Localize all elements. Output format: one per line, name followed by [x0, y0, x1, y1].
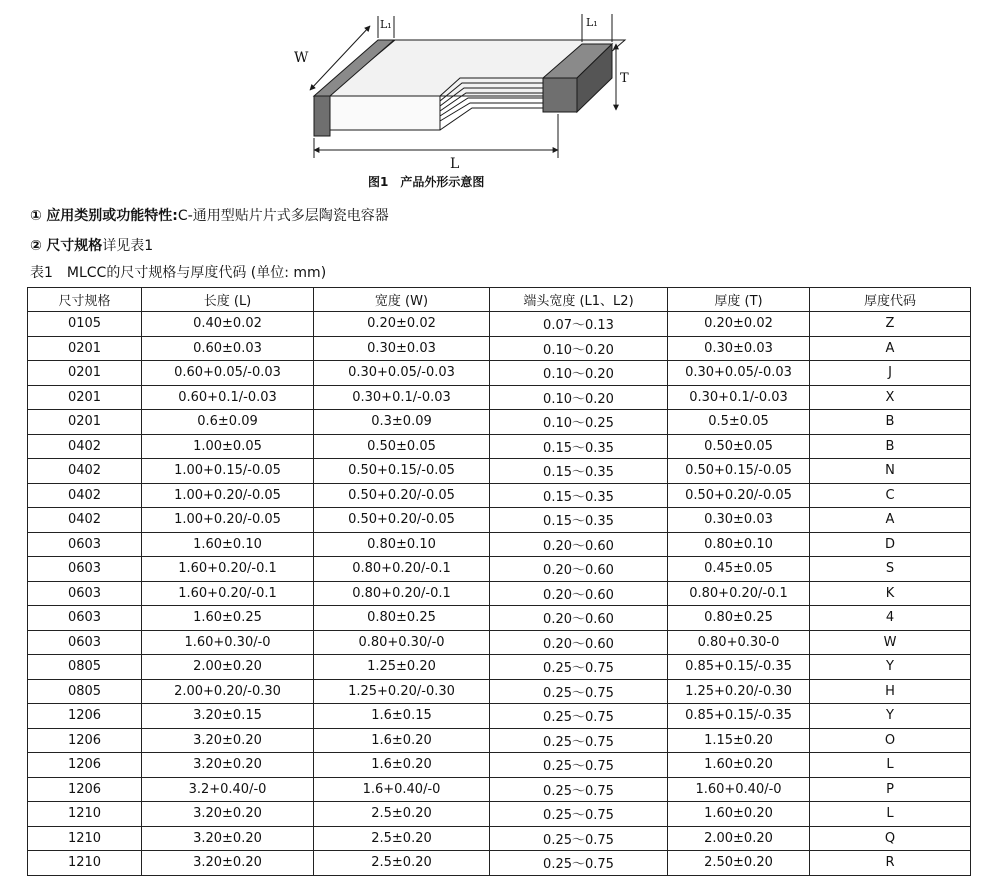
table-row [28, 312, 971, 337]
cell-thickness-code: L [810, 753, 971, 778]
table-row [28, 483, 971, 508]
header-thickness: 厚度 (T) [668, 288, 810, 312]
table-row [28, 704, 971, 729]
cell-terminal-width: 0.25～0.75 [490, 777, 668, 802]
cell-terminal-width: 0.25～0.75 [490, 802, 668, 827]
cell-size-code: 0105 [28, 312, 142, 337]
table-row [28, 385, 971, 410]
cell-thickness-code: A [810, 508, 971, 533]
cell-thickness: 1.15±0.20 [668, 728, 810, 753]
figure-caption: 图1 产品外形示意图 [368, 175, 485, 189]
cell-thickness: 0.80±0.25 [668, 606, 810, 631]
cell-length: 2.00±0.20 [142, 655, 314, 680]
cell-length: 2.00+0.20/-0.30 [142, 679, 314, 704]
cell-length: 0.40±0.02 [142, 312, 314, 337]
table-row [28, 630, 971, 655]
item1-label: 应用类别或功能特性: [46, 208, 178, 224]
cell-terminal-width: 0.15～0.35 [490, 483, 668, 508]
cell-length: 0.6±0.09 [142, 410, 314, 435]
table-row [28, 606, 971, 631]
table-row [28, 410, 971, 435]
cell-length: 3.20±0.20 [142, 728, 314, 753]
cell-width: 1.6±0.20 [314, 728, 490, 753]
cell-terminal-width: 0.25～0.75 [490, 826, 668, 851]
cell-length: 3.20±0.20 [142, 802, 314, 827]
cell-size-code: 0402 [28, 483, 142, 508]
cell-thickness-code: B [810, 410, 971, 435]
header-size-code: 尺寸规格 [28, 288, 142, 312]
cell-terminal-width: 0.25～0.75 [490, 679, 668, 704]
cell-thickness-code: C [810, 483, 971, 508]
cell-thickness: 0.80+0.30-0 [668, 630, 810, 655]
cell-thickness-code: K [810, 581, 971, 606]
cell-width: 0.20±0.02 [314, 312, 490, 337]
cell-width: 0.50+0.20/-0.05 [314, 483, 490, 508]
cell-size-code: 1206 [28, 753, 142, 778]
cell-thickness: 0.30+0.1/-0.03 [668, 385, 810, 410]
table-row [28, 361, 971, 386]
cell-width: 0.50+0.15/-0.05 [314, 459, 490, 484]
cell-width: 0.30+0.1/-0.03 [314, 385, 490, 410]
cell-size-code: 0402 [28, 434, 142, 459]
size-spec-line [30, 235, 153, 255]
cell-thickness-code: Y [810, 704, 971, 729]
table-row [28, 777, 971, 802]
cell-thickness: 0.30±0.03 [668, 336, 810, 361]
cell-size-code: 1206 [28, 728, 142, 753]
cell-thickness-code: D [810, 532, 971, 557]
cell-width: 1.25+0.20/-0.30 [314, 679, 490, 704]
table-row [28, 459, 971, 484]
cell-thickness-code: X [810, 385, 971, 410]
right-terminal-front [543, 78, 577, 112]
label-L: L [450, 156, 460, 172]
cell-size-code: 0603 [28, 606, 142, 631]
table-row [28, 851, 971, 876]
cell-thickness: 0.80±0.10 [668, 532, 810, 557]
table-row [28, 753, 971, 778]
cell-terminal-width: 0.15～0.35 [490, 434, 668, 459]
cell-size-code: 0603 [28, 630, 142, 655]
cell-thickness-code: J [810, 361, 971, 386]
cell-terminal-width: 0.20～0.60 [490, 532, 668, 557]
cell-terminal-width: 0.07～0.13 [490, 312, 668, 337]
label-T: T [620, 71, 629, 86]
mlcc-diagram [290, 8, 650, 198]
table-row [28, 557, 971, 582]
cell-length: 1.00+0.15/-0.05 [142, 459, 314, 484]
cell-terminal-width: 0.25～0.75 [490, 655, 668, 680]
table-row [28, 655, 971, 680]
table-row [28, 802, 971, 827]
cell-length: 0.60+0.05/-0.03 [142, 361, 314, 386]
cell-thickness: 0.20±0.02 [668, 312, 810, 337]
cell-length: 3.20±0.20 [142, 851, 314, 876]
item2-label: 尺寸规格 [46, 238, 103, 254]
item1-text: C-通用型贴片片式多层陶瓷电容器 [177, 208, 389, 224]
cell-thickness-code: A [810, 336, 971, 361]
cell-length: 1.00+0.20/-0.05 [142, 508, 314, 533]
cell-thickness-code: H [810, 679, 971, 704]
cell-length: 1.60+0.20/-0.1 [142, 557, 314, 582]
label-L1-right: L₁ [586, 16, 598, 29]
cell-length: 1.60±0.25 [142, 606, 314, 631]
cell-thickness-code: B [810, 434, 971, 459]
table-row [28, 728, 971, 753]
cell-thickness-code: L [810, 802, 971, 827]
cell-thickness: 1.60±0.20 [668, 802, 810, 827]
cell-terminal-width: 0.20～0.60 [490, 581, 668, 606]
cell-width: 2.5±0.20 [314, 851, 490, 876]
cell-length: 3.20±0.20 [142, 753, 314, 778]
cell-thickness: 1.60+0.40/-0 [668, 777, 810, 802]
cell-thickness: 0.85+0.15/-0.35 [668, 704, 810, 729]
cell-thickness-code: Y [810, 655, 971, 680]
cell-size-code: 0603 [28, 557, 142, 582]
cell-width: 0.30±0.03 [314, 336, 490, 361]
table-row [28, 532, 971, 557]
cell-thickness: 2.50±0.20 [668, 851, 810, 876]
cell-terminal-width: 0.15～0.35 [490, 508, 668, 533]
table-caption: 表1 MLCC的尺寸规格与厚度代码 (单位: mm) [30, 265, 327, 281]
cell-size-code: 0402 [28, 459, 142, 484]
cell-size-code: 0805 [28, 655, 142, 680]
cell-length: 3.20±0.15 [142, 704, 314, 729]
table-row [28, 581, 971, 606]
item1-marker: ① [30, 208, 42, 224]
cell-thickness-code: P [810, 777, 971, 802]
cell-thickness-code: O [810, 728, 971, 753]
chip-front-face [328, 96, 440, 130]
cell-width: 1.25±0.20 [314, 655, 490, 680]
cell-size-code: 1210 [28, 802, 142, 827]
cell-thickness: 0.5±0.05 [668, 410, 810, 435]
cell-thickness-code: R [810, 851, 971, 876]
mlcc-size-table [27, 287, 971, 876]
product-outline-figure [290, 8, 650, 198]
cell-thickness-code: Q [810, 826, 971, 851]
cell-size-code: 1206 [28, 704, 142, 729]
cell-size-code: 0402 [28, 508, 142, 533]
cell-terminal-width: 0.10～0.25 [490, 410, 668, 435]
table-body [28, 312, 971, 876]
cell-thickness: 0.85+0.15/-0.35 [668, 655, 810, 680]
header-terminal-width: 端头宽度 (L1、L2) [490, 288, 668, 312]
cell-size-code: 0603 [28, 532, 142, 557]
table-row [28, 508, 971, 533]
cell-thickness: 0.45±0.05 [668, 557, 810, 582]
cell-width: 0.80±0.25 [314, 606, 490, 631]
cell-thickness: 1.25+0.20/-0.30 [668, 679, 810, 704]
cell-length: 0.60±0.03 [142, 336, 314, 361]
item2-marker: ② [30, 238, 42, 254]
cell-width: 0.80±0.10 [314, 532, 490, 557]
cell-terminal-width: 0.10～0.20 [490, 336, 668, 361]
cell-width: 0.3±0.09 [314, 410, 490, 435]
header-length: 长度 (L) [142, 288, 314, 312]
cell-size-code: 0201 [28, 385, 142, 410]
cell-width: 0.50±0.05 [314, 434, 490, 459]
table-header-row [28, 288, 971, 312]
cell-width: 1.6+0.40/-0 [314, 777, 490, 802]
cell-terminal-width: 0.25～0.75 [490, 753, 668, 778]
cell-thickness: 0.50+0.20/-0.05 [668, 483, 810, 508]
cell-terminal-width: 0.10～0.20 [490, 385, 668, 410]
cell-terminal-width: 0.20～0.60 [490, 557, 668, 582]
cell-terminal-width: 0.20～0.60 [490, 606, 668, 631]
cell-width: 0.50+0.20/-0.05 [314, 508, 490, 533]
table-row [28, 826, 971, 851]
left-terminal-front [314, 96, 330, 136]
cell-terminal-width: 0.10～0.20 [490, 361, 668, 386]
label-L1-left: L₁ [380, 18, 392, 31]
item2-text: 详见表1 [102, 238, 154, 254]
cell-size-code: 0201 [28, 410, 142, 435]
cell-size-code: 1210 [28, 851, 142, 876]
application-category-line [30, 205, 389, 225]
cell-width: 0.30+0.05/-0.03 [314, 361, 490, 386]
cell-terminal-width: 0.15～0.35 [490, 459, 668, 484]
cell-terminal-width: 0.25～0.75 [490, 704, 668, 729]
cell-length: 1.60±0.10 [142, 532, 314, 557]
cell-width: 0.80+0.20/-0.1 [314, 581, 490, 606]
header-width: 宽度 (W) [314, 288, 490, 312]
cell-thickness-code: 4 [810, 606, 971, 631]
cell-size-code: 1210 [28, 826, 142, 851]
cell-thickness: 2.00±0.20 [668, 826, 810, 851]
cell-size-code: 0603 [28, 581, 142, 606]
cell-width: 1.6±0.15 [314, 704, 490, 729]
cell-terminal-width: 0.20～0.60 [490, 630, 668, 655]
cell-length: 0.60+0.1/-0.03 [142, 385, 314, 410]
cell-thickness-code: Z [810, 312, 971, 337]
cell-size-code: 0201 [28, 361, 142, 386]
cell-thickness: 0.80+0.20/-0.1 [668, 581, 810, 606]
cell-width: 1.6±0.20 [314, 753, 490, 778]
cell-size-code: 0201 [28, 336, 142, 361]
cell-thickness: 0.50±0.05 [668, 434, 810, 459]
cell-terminal-width: 0.25～0.75 [490, 728, 668, 753]
cell-width: 0.80+0.20/-0.1 [314, 557, 490, 582]
cell-size-code: 0805 [28, 679, 142, 704]
table-row [28, 679, 971, 704]
cell-thickness: 0.30+0.05/-0.03 [668, 361, 810, 386]
cell-thickness-code: N [810, 459, 971, 484]
cell-length: 1.60+0.30/-0 [142, 630, 314, 655]
cell-thickness-code: W [810, 630, 971, 655]
cell-width: 2.5±0.20 [314, 802, 490, 827]
cell-length: 1.00±0.05 [142, 434, 314, 459]
cell-length: 3.20±0.20 [142, 826, 314, 851]
cell-size-code: 1206 [28, 777, 142, 802]
cell-length: 1.60+0.20/-0.1 [142, 581, 314, 606]
cell-length: 3.2+0.40/-0 [142, 777, 314, 802]
cell-width: 2.5±0.20 [314, 826, 490, 851]
cell-thickness: 0.50+0.15/-0.05 [668, 459, 810, 484]
table-row [28, 434, 971, 459]
cell-thickness-code: S [810, 557, 971, 582]
header-thickness-code: 厚度代码 [810, 288, 971, 312]
cell-width: 0.80+0.30/-0 [314, 630, 490, 655]
table-row [28, 336, 971, 361]
cell-terminal-width: 0.25～0.75 [490, 851, 668, 876]
label-W: W [294, 50, 309, 66]
cell-length: 1.00+0.20/-0.05 [142, 483, 314, 508]
cell-thickness: 0.30±0.03 [668, 508, 810, 533]
cell-thickness: 1.60±0.20 [668, 753, 810, 778]
